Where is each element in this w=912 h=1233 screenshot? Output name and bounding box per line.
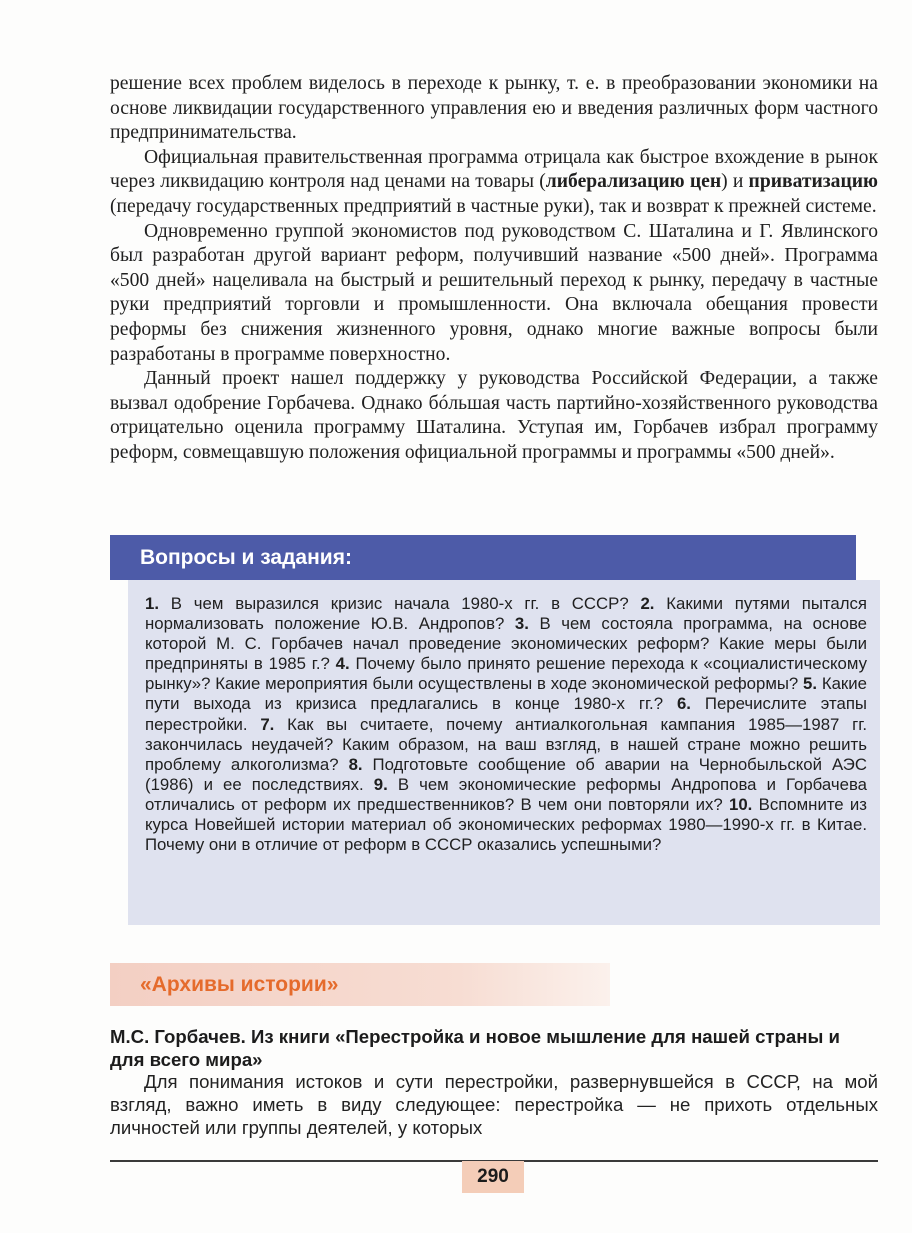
- question-number: 10.: [729, 794, 753, 814]
- paragraph-2-part-c: ) и: [721, 171, 749, 193]
- paragraph-2-part-a: Официальная правительственная программа отрицала как быстрое вхождение в рынок через ликвидацию контроля над ценами на товары (: [110, 146, 878, 193]
- question-text: В чем выразился кризис начала 1980-х гг. в СССР?: [159, 594, 641, 613]
- question-number: 4.: [335, 654, 350, 674]
- paragraph-3: Одновременно группой экономистов под руководством С. Шаталина и Г. Явлинского был разработан другой вариант реформ, получивший название «500 дней». Программа «500 дней» нацеливала на быстрый и решительный переход к рынку, передачу в частные руки предприятий торговли и промышленности. Она включала обещания провести реформы без снижения жизненного уровня, однако многие важные вопросы были разработаны в программе поверхностно.: [110, 220, 878, 365]
- archive-paragraph: Для понимания истоков и сути перестройки, развернувшейся в СССР, на мой взгляд, важно иметь в виду следующее: перестройка — не прихоть отдельных личностей или группы деятелей, у которых: [110, 1071, 878, 1138]
- page-number: 290: [477, 1166, 509, 1187]
- term-privatization: приватизацию: [748, 171, 879, 193]
- paragraph-2: [110, 146, 878, 220]
- question-number: 1.: [145, 594, 159, 613]
- question-number: 3.: [514, 614, 529, 634]
- question-text: Какими путями пытался нормализовать положение Ю.В. Андропов?: [145, 594, 868, 634]
- question-text: Как вы считаете, почему антиалкогольная кампания 1985—1987 гг. закончилась неудачей? Каким образом, на ваш взгляд, в нашей стране можно решить проблему алкоголизма?: [145, 714, 867, 774]
- term-price-liberalization: либерализацию цен: [545, 171, 722, 193]
- archive-excerpt: [110, 1071, 878, 1139]
- paragraph-4: Данный проект нашел поддержку у руководства Российской Федерации, а также вызвал одобрение Горбачева. Однако бóльшая часть партийно-хозяйственного руководства отрицательно оценила программу Шаталина. Уступая им, Горбачев избрал программу реформ, совмещавшую положения официальной программы и программы «500 дней».: [110, 368, 878, 463]
- paragraph-1: решение всех проблем виделось в переходе к рынку, т. е. в преобразовании экономики на основе ликвидации государственного управления ею и введения различных форм частного предпринимательства.: [110, 73, 878, 144]
- question-text: Перечислите этапы перестройки.: [145, 694, 867, 734]
- main-text: [110, 72, 878, 466]
- question-text: В чем экономические реформы Андропова и Горбачева отличались от реформ их предшественников? В чем они повторяли их?: [145, 774, 868, 814]
- paragraph-2-part-d: (передачу государственных предприятий в частные руки), так и возврат к прежней системе.: [110, 195, 877, 217]
- archive-source-title: М.С. Горбачев. Из книги «Перестройка и новое мышление для нашей страны и для всего мира»: [110, 1026, 840, 1070]
- question-text: Почему было принято решение перехода к «социалистическому рынку»? Какие мероприятия были осуществлены в ходе экономической реформы?: [145, 654, 867, 694]
- question-number: 9.: [373, 774, 388, 794]
- question-text: Вспомните из курса Новейшей истории материал об экономических реформах 1980—1990-х гг. в Китае. Почему они в отличие от реформ в СССР оказались успешными?: [145, 794, 868, 855]
- question-text: В чем состояла программа, на основе которой М. С. Горбачев начал проведение экономических реформ? Какие меры были предприняты в 1985 г.?: [145, 614, 868, 674]
- archive-header: «Архивы истории»: [110, 963, 610, 1006]
- questions-list: [145, 594, 867, 855]
- question-number: 8.: [348, 754, 363, 774]
- question-text: Какие пути выхода из кризиса предлагались в конце 1980-х гг.?: [145, 674, 867, 714]
- question-number: 7.: [260, 714, 275, 734]
- question-text: Подготовьте сообщение об аварии на Чернобыльской АЭС (1986) и ее последствиях.: [145, 754, 867, 794]
- question-number: 5.: [803, 674, 818, 694]
- questions-header: Вопросы и задания:: [110, 535, 856, 580]
- question-number: 6.: [676, 694, 691, 714]
- question-number: 2.: [640, 594, 655, 613]
